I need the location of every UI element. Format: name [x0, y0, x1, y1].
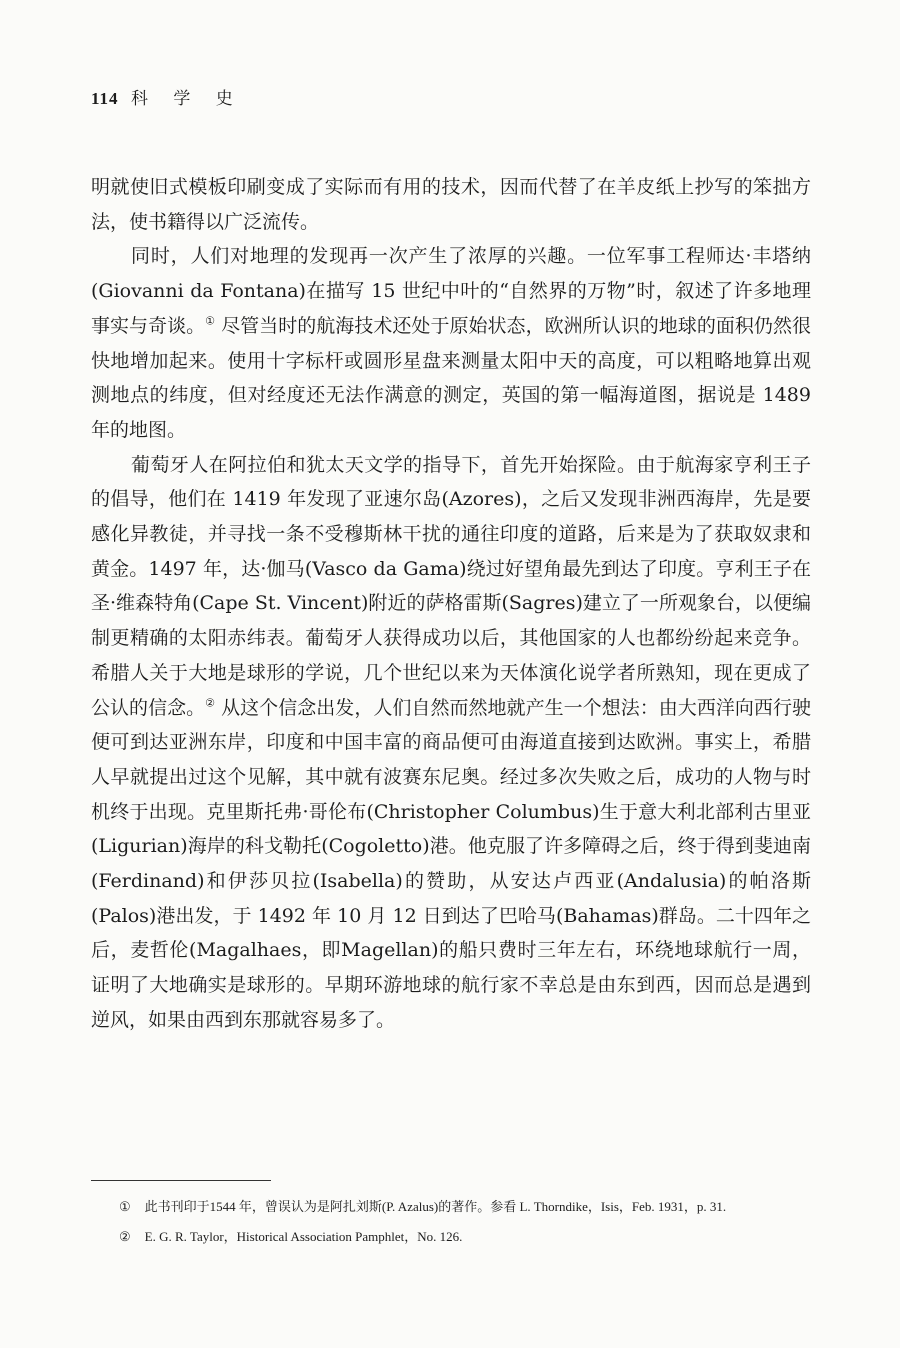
footnote-divider — [91, 1180, 271, 1181]
paragraph-3 — [91, 448, 811, 1038]
footnote-ref-1[interactable]: ① — [205, 314, 216, 328]
footnote-text: E. G. R. Taylor，Historical Association Pamphlet，No. 126. — [144, 1229, 463, 1244]
footnote-ref-2[interactable]: ② — [205, 696, 216, 710]
body-text — [91, 170, 811, 1038]
footnote-mark: ① — [119, 1199, 131, 1214]
running-head — [91, 84, 243, 109]
footnotes — [91, 1195, 811, 1255]
footnote-2 — [91, 1225, 811, 1249]
footnote-1 — [91, 1195, 811, 1219]
paragraph-2 — [91, 239, 811, 447]
footnote-mark: ② — [119, 1229, 131, 1244]
footnote-text: 此书刊印于1544 年，曾误认为是阿扎刘斯(P. Azalus)的著作。参看 L. Thorndike，Isis，Feb. 1931，p. 31. — [144, 1199, 727, 1214]
paragraph-text: 从这个信念出发，人们自然而然地就产生一个想法：由大西洋向西行驶便可到达亚洲东岸，印度和中国丰富的商品便可由海道直接到达欧洲。事实上，希腊人早就提出过这个见解，其中就有波赛东尼奥。经过多次失败之后，成功的人物与时机终于出现。克里斯托弗·哥伦布(Christopher Columbus)生于意大利北部利古里亚(Ligurian)海岸的科戈勒托(Cogoletto)港。他克服了许多障碍之后，终于得到斐迪南(Ferdinand)和伊莎贝拉(Isabella)的赞助，从安达卢西亚(Andalusia)的帕洛斯(Palos)港出发，于 1492 年 10 月 12 日到达了巴哈马(Bahamas)群岛。二十四年之后，麦哲伦(Magalhaes，即Magellan)的船只费时三年左右，环绕地球航行一周，证明了大地确实是球形的。早期环游地球的航行家不幸总是由东到西，因而总是遇到逆风，如果由西到东那就容易多了。 — [91, 696, 811, 1031]
paragraph-text: 葡萄牙人在阿拉伯和犹太天文学的指导下，首先开始探险。由于航海家亨利王子的倡导，他们在 1419 年发现了亚速尔岛(Azores)，之后又发现非洲西海岸，先是要感化异教徒，并寻找一条不受穆斯林干扰的通往印度的道路，后来是为了获取奴隶和黄金。1497 年，达·伽马(Vasco da Gama)绕过好望角最先到达了印度。亨利王子在圣·维森特角(Cape St. Vincent)附近的萨格雷斯(Sagres)建立了一所观象台，以便编制更精确的太阳赤纬表。葡萄牙人获得成功以后，其他国家的人也都纷纷起来竞争。希腊人关于大地是球形的学说，几个世纪以来为天体演化说学者所熟知，现在更成了公认的信念。 — [91, 453, 811, 719]
page-number: 114 — [91, 89, 119, 108]
paragraph-text: 明就使旧式模板印刷变成了实际而有用的技术，因而代替了在羊皮纸上抄写的笨拙方法，使书籍得以广泛流传。 — [91, 176, 811, 233]
paragraph-text: 尽管当时的航海技术还处于原始状态，欧洲所认识的地球的面积仍然很快地增加起来。使用十字标杆或圆形星盘来测量太阳中天的高度，可以粗略地算出观测地点的纬度，但对经度还无法作满意的测定，英国的第一幅海道图，据说是 1489 年的地图。 — [91, 314, 811, 441]
paragraph-text: 同时，人们对地理的发现再一次产生了浓厚的兴趣。一位军事工程师达·丰塔纳(Giovanni da Fontana)在描写 15 世纪中叶的“自然界的万物”时，叙述了许多地理事实与奇谈。 — [91, 245, 811, 337]
paragraph-1 — [91, 170, 811, 239]
book-title: 科 学 史 — [130, 89, 243, 109]
